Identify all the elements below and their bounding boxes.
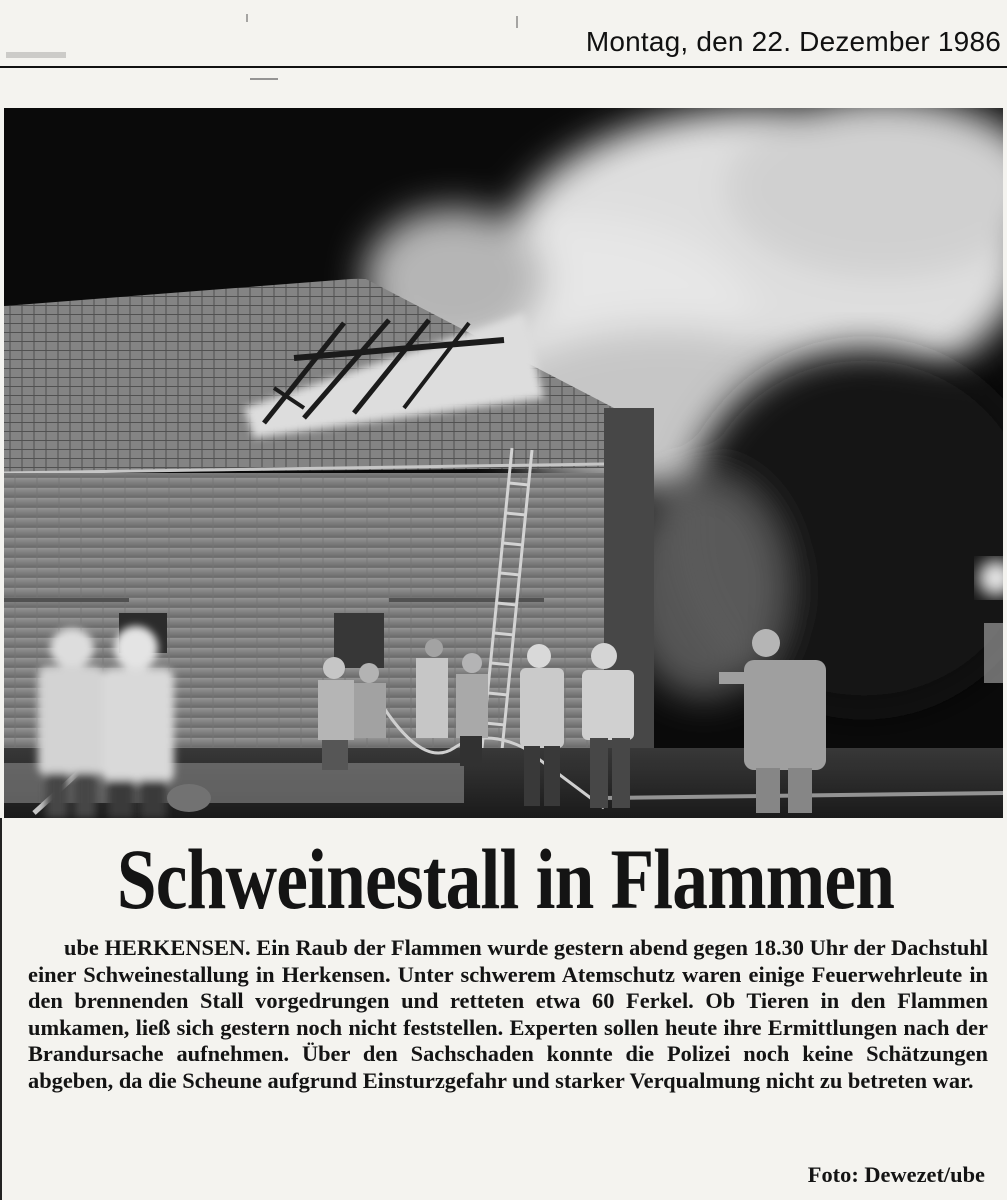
print-speck [516, 16, 518, 28]
print-speck [246, 14, 248, 22]
page-header [0, 0, 1007, 68]
photo-credit: Foto: Dewezet/ube [807, 1162, 985, 1187]
print-speck [250, 78, 278, 80]
article [0, 818, 1007, 1200]
header-rule [0, 66, 1007, 68]
dateline: Montag, den 22. Dezember 1986 [585, 26, 1001, 57]
photo-scene [4, 108, 1003, 818]
headline: Schweinestall in Flammen [116, 831, 895, 927]
article-body: ube HERKENSEN. Ein Raub der Flammen wurde gestern abend gegen 18.30 Uhr der Dachstuhl einer Schweinestallung in Herkensen. Unter schwerem Atemschutz waren einige Feuerwehrleute in den brennenden Stall vorgedrungen und retteten etwa 60 Ferkel. Ob Tieren in den Flammen umkamen, ließ sich gestern noch nicht feststellen. Experten sollen heute ihre Ermittlungen nach der Brandursache aufnehmen. Über den Sachschaden konnte die Polizei noch keine Schätzungen abgeben, da die Scheune aufgrund Einsturzgefahr und starker Verqualmung nicht zu betreten war. [28, 935, 988, 1093]
news-photo [4, 108, 1003, 818]
print-smudge [6, 52, 66, 58]
